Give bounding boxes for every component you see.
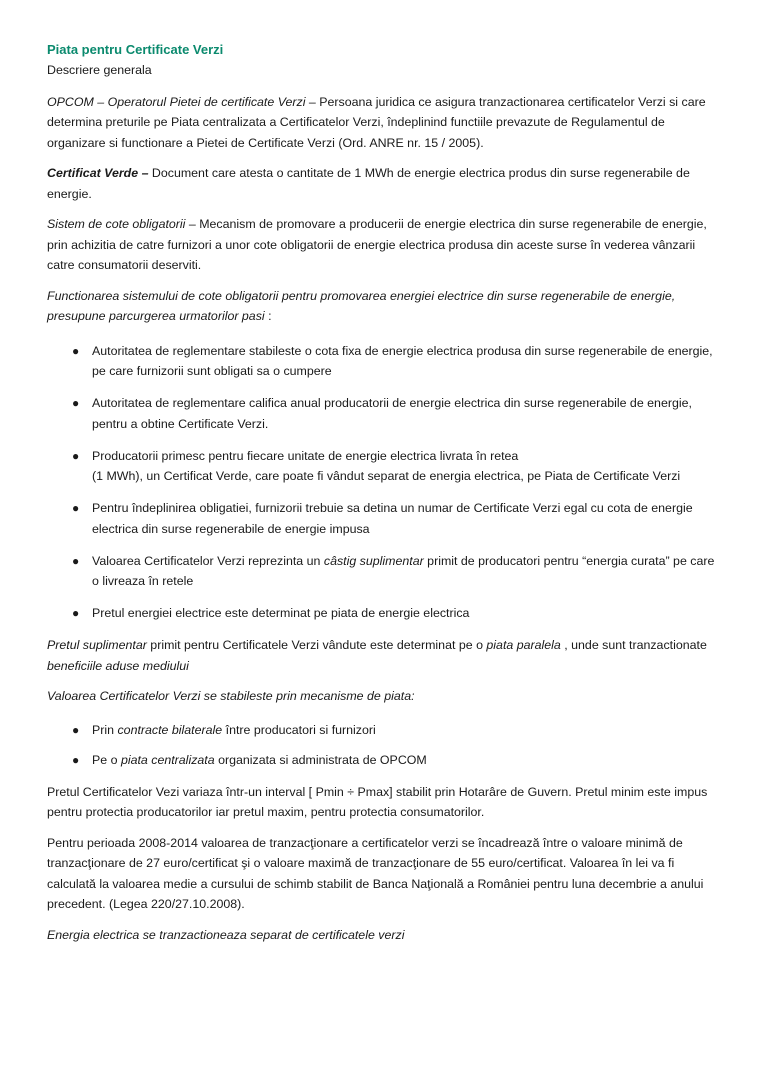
- certificat-definition: Document care atesta o cantitate de 1 MWh de energie electrica produs din surse regenerabile de energie.: [47, 166, 690, 201]
- bullet-icon: ●: [72, 753, 80, 767]
- list-item: ● Valoarea Certificatelor Verzi reprezinta un câstig suplimentar primit de producatori pentru “energia curata” pe care o livreaza în retele: [47, 551, 723, 592]
- opcom-paragraph: [47, 92, 723, 154]
- mechanisms-list: [47, 720, 723, 771]
- functionarea-paragraph: [47, 286, 723, 327]
- bullet-icon: ●: [72, 553, 80, 568]
- perioada-paragraph: Pentru perioada 2008-2014 valoarea de tranzacţionare a certificatelor verzi se încadrează între o valoare minimă de tranzacţionare de 27 euro/certificat şi o valoare maximă de tranzacţionare de 55 euro/certificat. Valoarea în lei va fi calculată la valoarea medie a cursului de schimb stabilit de Banca Naţională a României pentru luna decembrie a anului precedent. (Legea 220/27.10.2008).: [47, 835, 704, 911]
- list-item: ● Autoritatea de reglementare califica anual producatorii de energie electrica din surse regenerabile de energie, pentru a obtine Certificate Verzi.: [47, 393, 723, 434]
- list-item: ● Pentru îndeplinirea obligatiei, furnizorii trebuie sa detina un numar de Certificate Verzi egal cu cota de energie electrica din surse regenerabile de energie impusa: [47, 498, 723, 539]
- functionarea-suffix: :: [264, 309, 272, 323]
- closing-paragraph: Energia electrica se tranzactioneaza separat de certificatele verzi: [47, 927, 405, 942]
- pret-suplimentar-paragraph: Pretul suplimentar primit pentru Certificatele Verzi vândute este determinat pe o piata paralela , unde sunt tranzactionate beneficiile aduse mediului: [47, 638, 707, 673]
- bullet-icon: ●: [72, 396, 80, 410]
- interval-paragraph: Pretul Certificatelor Vezi variaza într-un interval [ Pmin ÷ Pmax] stabilit prin Hotarâre de Guvern. Pretul minim este impus pentru protectia producatorilor iar pretul maxim, pentru protectia consumatorilor.: [47, 784, 708, 819]
- list-item: ● Pe o piata centralizata organizata si administrata de OPCOM: [47, 750, 723, 771]
- sistem-term: Sistem de cote obligatorii: [47, 217, 186, 231]
- list-item: ● Pretul energiei electrice este determinat pe piata de energie electrica: [47, 603, 723, 624]
- list-item: ● Prin contracte bilaterale între producatori si furnizori: [47, 720, 723, 741]
- sistem-definition: – Mecanism de promovare a producerii de energie electrica din surse regenerabile de energie, prin achizitia de catre furnizori a unor cote obligatorii de energie electrica produsa din aceste surse în vederea vânzarii catre consumatorii deserviti.: [47, 217, 707, 272]
- list-item: ● Autoritatea de reglementare stabileste o cota fixa de energie electrica produsa din surse regenerabile de energie, pe care furnizorii sunt obligati sa o cumpere: [47, 341, 723, 382]
- document-page: [47, 40, 723, 955]
- opcom-definition: – Persoana juridica ce asigura tranzactionarea certificatelor Verzi si care determina preturile pe Piata centralizata a Certificatelor Verzi, îndeplinind functiile prevazute de Regulamentul de organizare si functionare a Pietei de Certificate Verzi (Ord. ANRE nr. 15 / 2005).: [47, 94, 706, 150]
- bullet-icon: ●: [72, 501, 80, 515]
- valoarea-intro: Valoarea Certificatelor Verzi se stabileste prin mecanisme de piata:: [47, 689, 415, 703]
- bullet-icon: ●: [72, 343, 80, 358]
- sistem-paragraph: [47, 214, 723, 276]
- bullet-icon: ●: [72, 722, 80, 737]
- page-title: Piata pentru Certificate Verzi: [47, 42, 224, 57]
- list-item: ● Producatorii primesc pentru fiecare unitate de energie electrica livrata în retea (1 MWh), un Certificat Verde, care poate fi vândut separat de energia electrica, pe Piata de Certificate Verzi: [47, 446, 723, 487]
- opcom-term: OPCOM – Operatorul Pietei de certificate Verzi: [47, 94, 306, 109]
- certificat-term: Certificat Verde –: [47, 166, 149, 180]
- certificat-paragraph: [47, 163, 723, 204]
- bullet-icon: ●: [72, 606, 80, 620]
- functionarea-intro: Functionarea sistemului de cote obligatorii pentru promovarea energiei electrice din surse regenerabile de energie, presupune parcurgerea urmatorilor pasi: [47, 288, 676, 323]
- steps-list: [47, 341, 723, 624]
- page-subtitle: Descriere generala: [47, 63, 152, 77]
- bullet-icon: ●: [72, 448, 80, 463]
